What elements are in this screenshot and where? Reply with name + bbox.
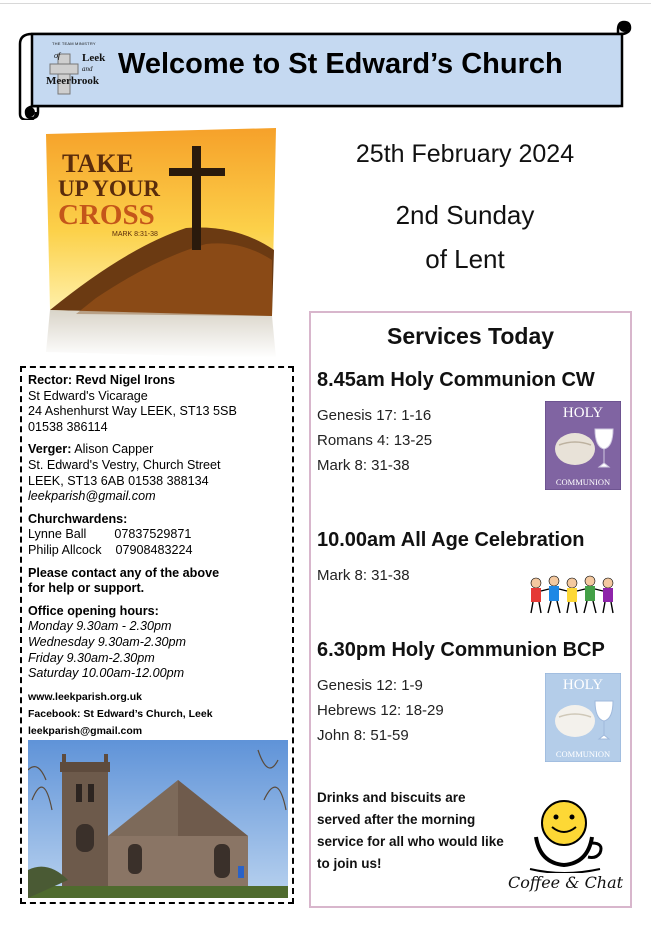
please-contact-2: for help or support.: [28, 581, 145, 596]
service-1-title: 8.45am Holy Communion CW: [317, 369, 595, 391]
holy-communion-icon: [545, 401, 621, 490]
verger-name: Alison Capper: [71, 442, 154, 457]
logo-and-text: and: [82, 65, 93, 73]
hours-wednesday: Wednesday 9.30am-2.30pm: [28, 634, 186, 649]
services-heading: Services Today: [387, 323, 555, 349]
holy-communion-icon-bcp: [545, 673, 621, 762]
verger-label: Verger:: [28, 442, 72, 457]
services-panel: [309, 311, 632, 908]
vestry-address: LEEK, ST13 6AB 01538 388134: [28, 473, 209, 488]
children-dancing-icon: [528, 573, 624, 615]
service-date: 25th February 2024: [355, 140, 575, 168]
cross-text-cross: CROSS: [58, 199, 155, 231]
cross-text-ref: MARK 8:31-38: [112, 231, 158, 238]
hours-monday: Monday 9.30am - 2.30pm: [28, 619, 172, 634]
please-contact-1: Please contact any of the above: [28, 565, 220, 580]
svg-text:HOLY: HOLY: [562, 405, 604, 421]
cross-text-upyour: UP YOUR: [58, 176, 161, 201]
service-3-title: 6.30pm Holy Communion BCP: [317, 639, 605, 661]
svg-text:COMMUNION: COMMUNION: [555, 749, 611, 759]
coffee-chat-graphic: [506, 793, 624, 901]
smiley-cup-icon: [506, 793, 624, 873]
vicarage-phone: 01538 386114: [28, 419, 108, 434]
vicarage-address: 24 Ashenhurst Way LEEK, ST13 5SB: [28, 404, 237, 419]
refreshments-note: Drinks and biscuits are served after the morning service for all who would like to join us!: [317, 790, 504, 871]
church-photo: [28, 740, 288, 898]
logo-leek-text: Leek: [82, 52, 106, 64]
take-up-your-cross-image: [36, 128, 298, 360]
liturgical-day-line2: of Lent: [425, 244, 505, 274]
welcome-banner: [18, 20, 636, 120]
logo-top-text: THE TEAM MINISTRY: [52, 41, 96, 46]
service-3-reading-1: Genesis 12: 1-9: [317, 677, 423, 694]
service-2-reading-1: Mark 8: 31-38: [317, 567, 410, 584]
svg-text:COMMUNION: COMMUNION: [555, 477, 611, 487]
team-ministry-logo: [44, 40, 128, 104]
warden-1: Lynne Ball 07837529871: [28, 527, 192, 542]
hours-friday: Friday 9.30am-2.30pm: [28, 650, 155, 665]
liturgical-day-line1: 2nd Sunday: [395, 200, 535, 230]
cross-text-take: TAKE: [62, 149, 134, 178]
contact-box: [20, 366, 294, 904]
parish-email[interactable]: leekparish@gmail.com: [28, 489, 156, 504]
service-3-reading-2: Hebrews 12: 18-29: [317, 702, 444, 719]
office-hours-label: Office opening hours:: [28, 603, 159, 618]
vestry: St. Edward's Vestry, Church Street: [28, 457, 221, 472]
liturgical-day: [320, 193, 610, 281]
hours-saturday: Saturday 10.00am-12.00pm: [28, 666, 185, 681]
website-link[interactable]: www.leekparish.org.uk: [28, 690, 142, 703]
vicarage: St Edward's Vicarage: [28, 388, 148, 403]
rector-label: Rector: Revd Nigel Irons: [28, 373, 175, 387]
service-3-reading-3: John 8: 51-59: [317, 727, 409, 744]
email-link[interactable]: leekparish@gmail.com: [28, 724, 143, 737]
page-title: Welcome to St Edward’s Church: [118, 48, 563, 80]
svg-text:HOLY: HOLY: [562, 677, 604, 693]
service-1-reading-1: Genesis 17: 1-16: [317, 407, 432, 424]
warden-2: Philip Allcock 07908483224: [28, 542, 193, 557]
coffee-chat-label: Coffee & Chat: [508, 873, 624, 892]
service-2-title: 10.00am All Age Celebration: [317, 529, 585, 551]
facebook-link[interactable]: Facebook: St Edward’s Church, Leek: [28, 707, 213, 720]
churchwardens-label: Churchwardens:: [28, 511, 128, 526]
service-1-reading-2: Romans 4: 13-25: [317, 432, 433, 449]
service-1-reading-3: Mark 8: 31-38: [317, 457, 410, 474]
logo-meerbrook-text: Meerbrook: [46, 75, 99, 87]
logo-of-text: of: [54, 51, 61, 60]
top-divider: [0, 3, 651, 4]
